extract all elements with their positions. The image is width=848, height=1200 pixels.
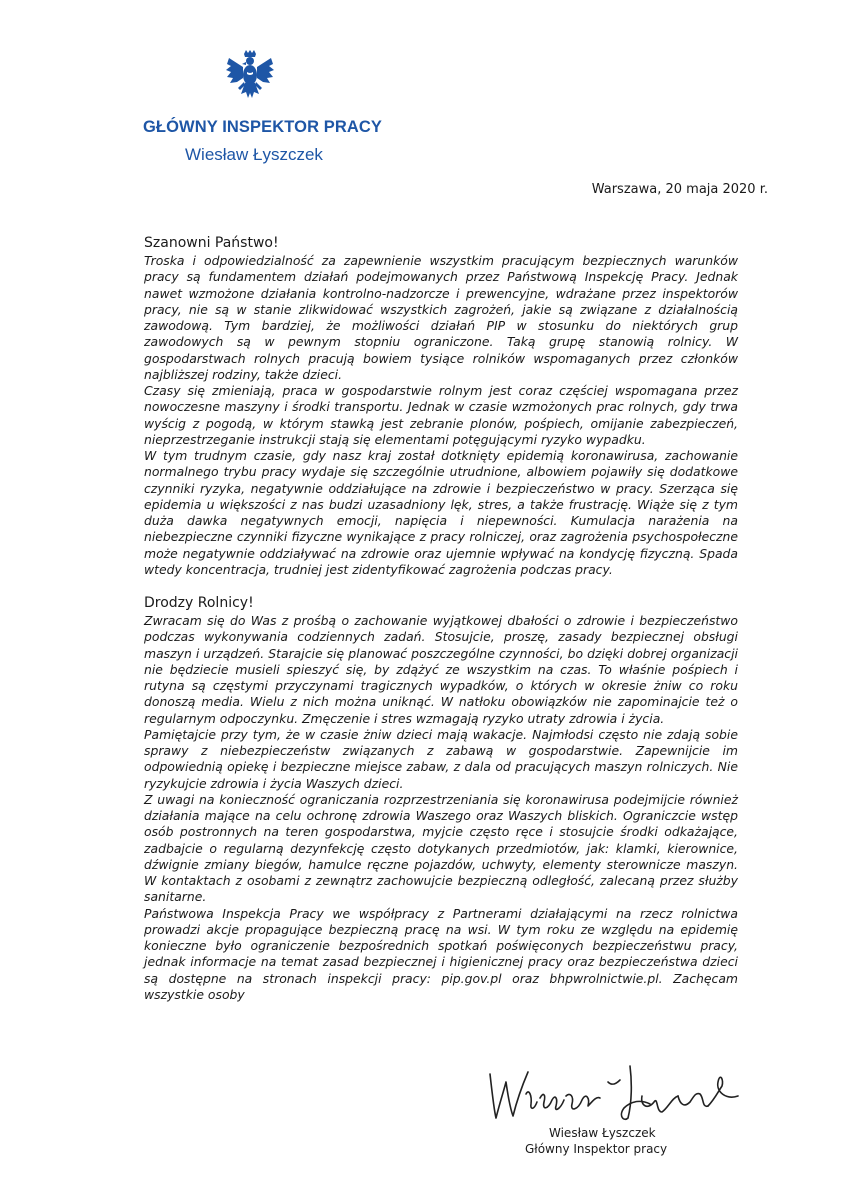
- signatory-name: Wiesław Łyszczek: [549, 1126, 656, 1140]
- paragraph-7: Państwowa Inspekcja Pracy we współpracy z Partnerami działającymi na rzecz rolnictwa prowadzi akcje propagujące bezpieczną pracę na wsi. W tym roku ze względu na epidemię konieczne było ograniczenie bezpośrednich spotkań poświęconych bezpieczeństwu pracy, jednak informacje na temat zasad bezpiecznej i higienicznej pracy oraz bezpieczeństwa dzieci są dostępne na stronach inspekcji pracy: pip.gov.pl oraz bhpwrolnictwie.pl. Zachęcam wszystkie osoby: [144, 905, 738, 1002]
- letter-date: Warszawa, 20 maja 2020 r.: [591, 182, 768, 197]
- paragraph-6: Z uwagi na konieczność ograniczania rozprzestrzeniania się koronawirusa podejmijcie również działania mające na celu ochronę zdrowia Waszego oraz Waszych bliskich. Ograniczcie wstęp osób postronnych na teren gospodarstwa, myjcie często ręce i stosujcie środki odkażające, zadbajcie o regularną dezynfekcję często dotykanych przedmiotów, jak: klamki, kierownice, dźwignie zmiany biegów, hamulce ręczne pojazdów, uchwyty, elementy sterownicze maszyn. W kontaktach z osobami z zewnątrz zachowujcie bezpieczną odległość, zalecaną przez służby sanitarne.: [144, 791, 738, 905]
- paragraph-3: W tym trudnym czasie, gdy nasz kraj został dotknięty epidemią koronawirusa, zachowanie normalnego trybu pracy wydaje się szczególnie utrudnione, albowiem pojawiły się dodatkowe czynniki ryzyka, negatywnie oddziałujące na zdrowie i bezpieczeństwo w pracy. Szerząca się epidemia u większości z nas budzi uzasadniony lęk, stres, a także frustrację. Wiąże się z tym duża dawka negatywnych emocji, napięcia i niepewności. Kumulacja narażenia na niebezpieczne czynniki fizyczne wynikające z pracy rolniczej, oraz zagrożenia psychospołeczne może negatywnie oddziaływać na zdrowie oraz ujemnie wpływać na kondycję fizyczną. Spada wtedy koncentracja, trudniej jest zidentyfikować zagrożenia podczas pracy.: [144, 448, 738, 577]
- section-spacer: [144, 578, 738, 594]
- signatory-role: Główny Inspektor pracy: [525, 1142, 668, 1156]
- paragraph-2: Czasy się zmieniają, praca w gospodarstwie rolnym jest coraz częściej wspomagana przez nowoczesne maszyny i środki transportu. Jednak w czasie wzmożonych prac rolnych, gdy trwa wyścig z pogodą, w którym stawką jest zebranie plonów, pośpiech, omijanie zabezpieczeń, nieprzestrzeganie instrukcji stają się elementami potęgującymi ryzyko wypadku.: [144, 383, 738, 447]
- paragraph-5: Pamiętajcie przy tym, że w czasie żniw dzieci mają wakacje. Najmłodsi często nie zdają sobie sprawy z niebezpieczeństw związanych z zabawą w gospodarstwie. Zapewnijcie im odpowiednią opiekę i bezpieczne miejsce zabaw, z dala od pracujących maszyn rolniczych. Nie ryzykujcie zdrowia i życia Waszych dzieci.: [144, 726, 738, 791]
- organization-title: GŁÓWNY INSPEKTOR PRACY: [143, 118, 383, 136]
- letter-body: [144, 234, 738, 1003]
- greeting-formal: Szanowni Państwo!: [144, 235, 279, 251]
- polish-eagle-emblem-icon: [225, 50, 275, 104]
- paragraph-4: Zwracam się do Was z prośbą o zachowanie wyjątkowej dbałości o zdrowie i bezpieczeństwo podczas wykonywania codziennych zadań. Stosujcie, proszę, zasady bezpiecznej obsługi maszyn i urządzeń. Starajcie się planować poszczególne czynności, bo dzięki dobrej organizacji nie będziecie musieli spieszyć się, by zdążyć ze wszystkim na czas. To właśnie pośpiech i rutyna są częstymi przyczynami tragicznych wypadków, o których w okresie żniw co roku donoszą media. Wielu z nich można uniknąć. W natłoku obowiązków nie zapominajcie też o regularnym odpoczynku. Zmęczenie i stres wzmagają ryzyko utraty zdrowia i życia.: [144, 613, 738, 726]
- paragraph-1: Troska i odpowiedzialność za zapewnienie wszystkim pracującym bezpiecznych warunków pracy są fundamentem działań podejmowanych przez Państwową Inspekcję Pracy. Jednak nawet wzmożone działania kontrolno-nadzorcze i prewencyjne, wdrażane przez inspektorów pracy, nie są w stanie zlikwidować wszystkich zagrożeń, jakie są związane z działalnością zawodową. Tym bardziej, że możliwości działań PIP w stosunku do niektórych grup zawodowych są w pewnym stopniu ograniczone. Taką grupę stanowią rolnicy. W gospodarstwach rolnych pracują bowiem tysiące rolników wspomaganych przez członków najbliższej rodziny, także dzieci.: [144, 253, 738, 382]
- greeting-farmers: Drodzy Rolnicy!: [144, 595, 254, 611]
- handwritten-signature: [482, 1052, 744, 1124]
- official-name: Wiesław Łyszczek: [185, 145, 323, 164]
